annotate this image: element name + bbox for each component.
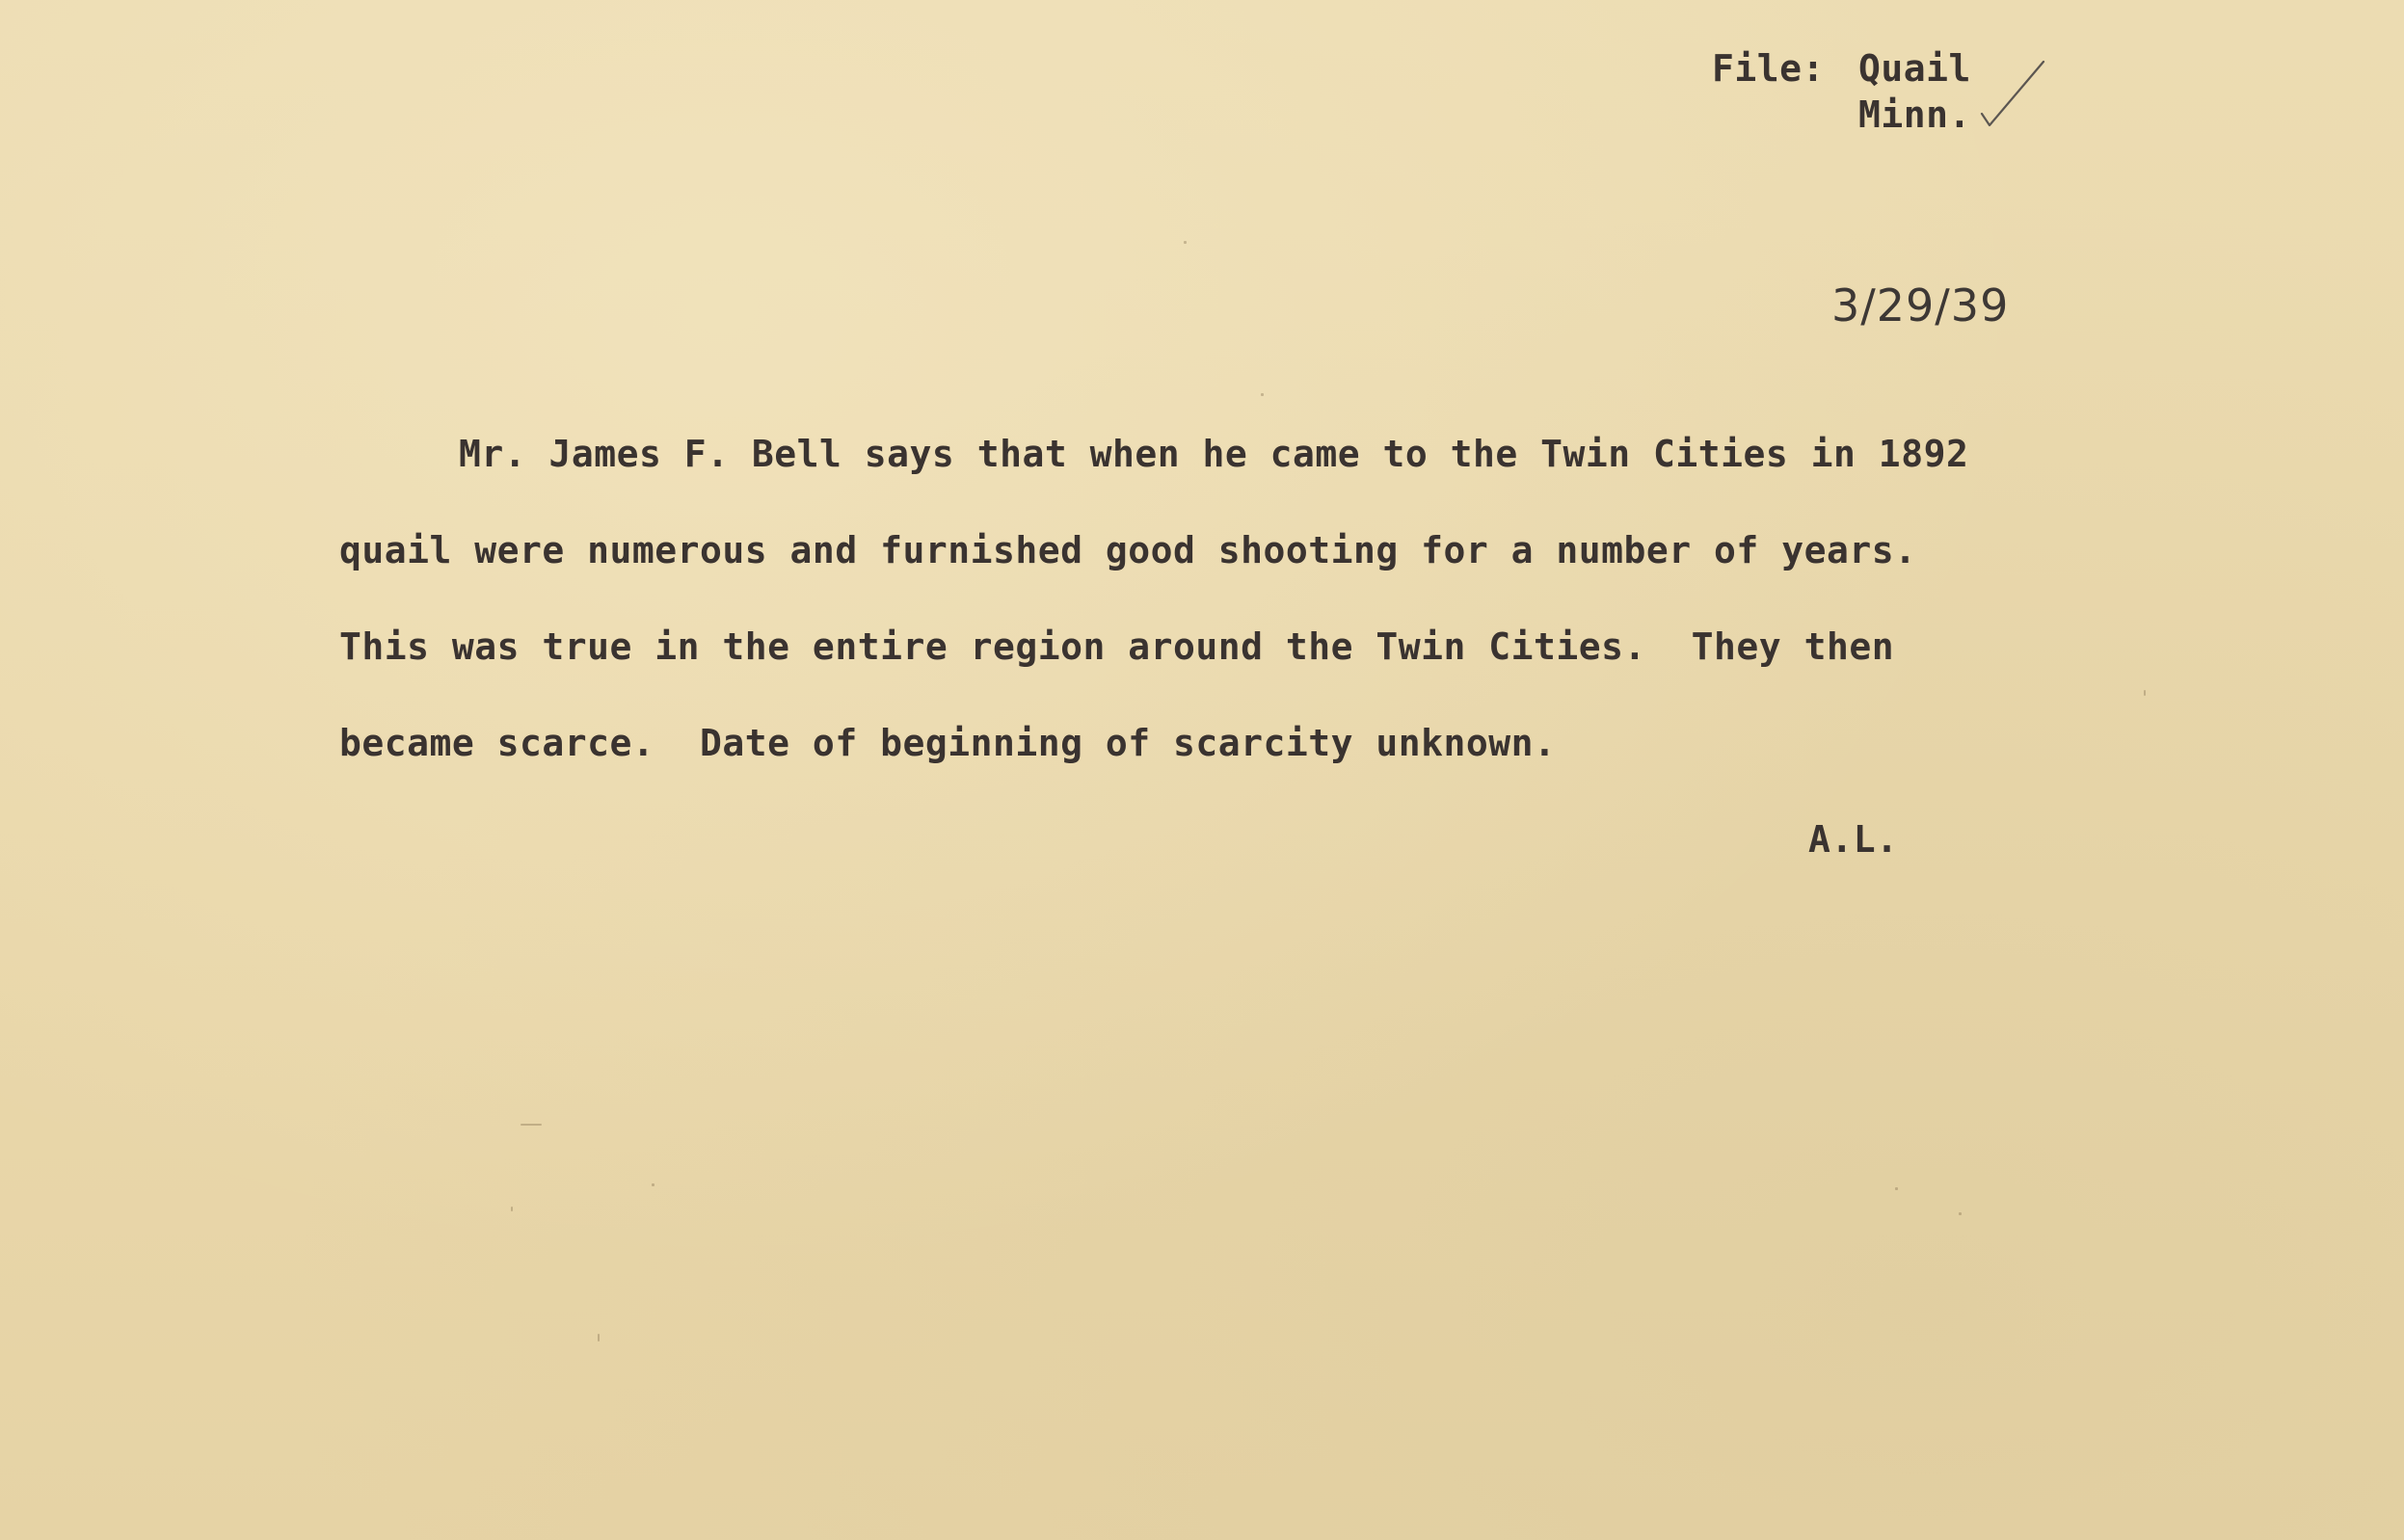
body-line: quail were numerous and furnished good shooting for a number of years. bbox=[339, 529, 1917, 571]
paper-speck bbox=[2144, 690, 2146, 696]
paper-speck bbox=[1261, 393, 1264, 396]
handwritten-date: 3/29/39 bbox=[1831, 279, 2010, 332]
body-line: became scarce. Date of beginning of scarcity unknown. bbox=[339, 722, 1557, 764]
checkmark-icon bbox=[1976, 58, 2053, 135]
paper-speck bbox=[521, 1124, 542, 1126]
paper-speck bbox=[1184, 241, 1187, 244]
body-line: Mr. James F. Bell says that when he came to the Twin Cities in 1892 bbox=[459, 433, 1969, 475]
paper-speck bbox=[1959, 1212, 1962, 1215]
paper-speck bbox=[511, 1207, 513, 1211]
paper-speck bbox=[1895, 1187, 1898, 1190]
paper-speck bbox=[598, 1334, 600, 1341]
file-label: File: bbox=[1712, 47, 1825, 90]
body-line: This was true in the entire region around the Twin Cities. They then bbox=[339, 625, 1895, 668]
author-initials: A.L. bbox=[1808, 818, 1899, 861]
paper-speck bbox=[652, 1183, 654, 1186]
file-subject: Quail bbox=[1858, 47, 1971, 90]
file-state: Minn. bbox=[1858, 93, 1971, 136]
